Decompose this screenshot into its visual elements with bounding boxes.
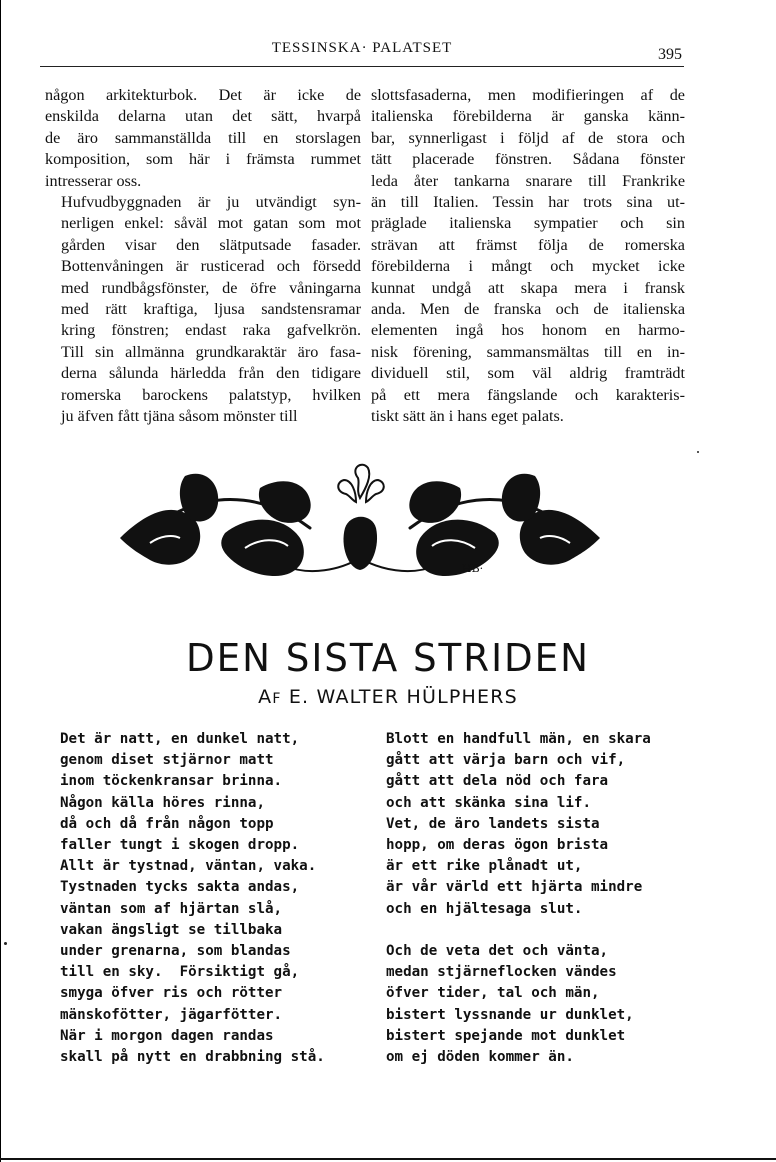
ornament-leaf-left-inner <box>221 520 304 576</box>
prose-line: Till sin allmänna grundkaraktär äro fasa- <box>61 342 361 361</box>
poem-line: under grenarna, som blandas <box>60 943 291 960</box>
prose-line: nerligen enkel: såväl mot gatan som mot <box>61 214 361 233</box>
running-head: TESSINSKA· PALATSET <box>271 40 453 56</box>
prose-line: komposition, som här i främsta rummet <box>45 150 361 169</box>
margin-speck <box>4 942 7 945</box>
poem-stanza <box>386 941 651 1068</box>
poem-line: skall på nytt en drabbning stå. <box>60 1049 325 1066</box>
prose-line: italienska förebilderna är ganska känn- <box>371 107 685 126</box>
prose-column-right <box>371 85 685 428</box>
poem-line: Vet, de äro landets sista <box>386 815 600 832</box>
prose-line: på ett mera fängslande och karakteris- <box>371 385 685 404</box>
poem-line: Allt är tystnad, väntan, vaka. <box>60 858 317 875</box>
poem-line: om ej döden kommer än. <box>386 1049 574 1066</box>
poem-line: vakan ängsligt se tillbaka <box>60 921 283 938</box>
poem-line: faller tungt i skogen dropp. <box>60 837 300 854</box>
prose-line: Hufvudbyggnaden är ju utvändigt syn- <box>61 193 361 212</box>
poem-line: bistert spejande mot dunklet <box>386 1027 626 1044</box>
poem-line: Och de veta det och vänta, <box>386 943 609 960</box>
prose-line: tiskt sätt än i hans eget palats. <box>371 407 564 426</box>
prose-paragraph <box>45 192 361 427</box>
poem-line: medan stjärneflocken vändes <box>386 964 617 981</box>
poem-line: och en hjältesaga slut. <box>386 900 583 917</box>
poem-line: genom diset stjärnor matt <box>60 752 274 769</box>
prose-line: någon arkitekturbok. Det är icke de <box>45 86 361 104</box>
poem-line: är vår värld ett hjärta mindre <box>386 879 643 896</box>
poem-line: gått att värja barn och vif, <box>386 752 626 769</box>
poem-column-right <box>386 729 651 1068</box>
poem-stanza <box>60 729 325 1068</box>
prose-line: leda åter tankarna snarare till Frankrike <box>371 171 685 190</box>
prose-line: elementen ingå hos honom en harmo- <box>371 321 685 340</box>
poem-title: DEN SISTA STRIDEN <box>186 636 590 680</box>
ornament-leaf-right-inner <box>416 520 499 576</box>
prose-line: kring fönstren; endast raka gafvelkrön. <box>61 321 361 340</box>
prose-line: romerska barockens palatstyp, hvilken <box>61 385 361 404</box>
prose-paragraph <box>371 85 685 428</box>
poem-column-left <box>60 729 325 1068</box>
prose-line: nisk förening, sammansmältas till en in- <box>371 342 685 361</box>
prose-line: dividuell stil, som väl aldrig framträdt <box>371 364 685 383</box>
prose-paragraph <box>45 85 361 192</box>
poem-line: bistert lyssnande ur dunklet, <box>386 1006 634 1023</box>
prose-line: slottsfasaderna, men modifieringen af de <box>371 86 685 104</box>
poem-line: då och då från någon topp <box>60 815 274 832</box>
poem-line: Någon källa höres rinna, <box>60 794 265 811</box>
page-left-edge <box>0 0 1 1162</box>
prose-line: anda. Men de franska och de italienska <box>371 300 685 319</box>
page-bottom-edge <box>0 1158 776 1160</box>
ornament-monogram: HB· <box>462 562 484 575</box>
byline-prefix-cap: A <box>258 686 273 708</box>
poem-line: inom töckenkransar brinna. <box>60 773 283 790</box>
prose-column-left <box>45 85 361 428</box>
poem-line: hopp, om deras ögon brista <box>386 837 609 854</box>
prose-line: präglade italienska sympatier och sin <box>371 214 685 233</box>
prose-line: med rundbågsfönster, de öfre våningarna <box>61 278 361 297</box>
prose-line: Bottenvåningen är rusticerad och försedd <box>61 257 361 276</box>
poem-byline <box>0 686 776 708</box>
prose-line: kunnat undgå att skapa mera i fransk <box>371 278 685 297</box>
prose-line: förebilderna i mångt och mycket icke <box>371 257 685 276</box>
poem-line: Det är natt, en dunkel natt, <box>60 731 300 747</box>
poem-line: till en sky. Försiktigt gå, <box>60 964 300 981</box>
byline-prefix-small: F <box>272 691 282 707</box>
prose-line: ju äfven fått tjäna såsom mönster till <box>61 407 298 426</box>
byline-author: E. WALTER HÜLPHERS <box>288 686 518 708</box>
margin-speck <box>697 451 699 453</box>
poem-line: smyga öfver ris och rötter <box>60 985 283 1002</box>
prose-line: tätt placerade fönstren. Sådana fönster <box>371 150 685 169</box>
prose-line: enskilda delarna utan det sätt, hvarpå <box>45 107 361 126</box>
prose-line: de äro sammanställda till en storslagen <box>45 128 361 147</box>
poem-line: mänskofötter, jägarfötter. <box>60 1006 283 1023</box>
page-number: 395 <box>658 46 682 63</box>
page-header <box>40 36 684 67</box>
prose-line: strävan att främst följa de romerska <box>371 235 685 254</box>
poem-line: öfver tider, tal och män, <box>386 985 600 1002</box>
poem-line: Tystnaden tycks sakta andas, <box>60 879 300 896</box>
poem-line: och att skänka sina lif. <box>386 794 591 811</box>
poem-line: gått att dela nöd och fara <box>386 773 609 790</box>
prose-line: intresserar oss. <box>45 171 142 190</box>
ivy-leaf-ornament <box>110 458 610 588</box>
poem-line: Blott en handfull män, en skara <box>386 731 651 747</box>
ornament-center-bud <box>343 517 377 570</box>
prose-line: med rätt kraftiga, ljusa sandstensramar <box>61 300 361 319</box>
stanza-gap <box>386 920 651 941</box>
prose-line: bar, synnerligast i följd af de stora och <box>371 128 685 147</box>
poem-stanza <box>386 729 651 920</box>
poem-line: När i morgon dagen randas <box>60 1027 274 1044</box>
poem-line: är ett rike plånadt ut, <box>386 858 583 875</box>
poem-line: väntan som af hjärtan slå, <box>60 900 283 917</box>
prose-line: än till Italien. Tessin har trots sina ut- <box>371 193 685 212</box>
prose-line: derna sålunda härledda från den tidigare <box>61 364 361 383</box>
prose-line: gården visar den slätputsade fasader. <box>61 235 361 254</box>
